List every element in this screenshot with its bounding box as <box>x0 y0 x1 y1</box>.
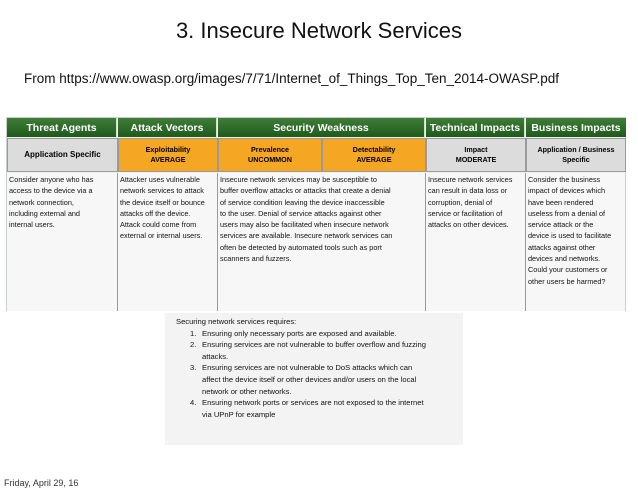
cell-line: the device itself or bounce <box>120 197 205 207</box>
cell-line: impact of devices which <box>528 186 606 196</box>
impact-value: MODERATE <box>455 155 497 164</box>
business-rating-line1: Application / Business <box>537 145 615 154</box>
exploitability-value: AVERAGE <box>150 155 186 164</box>
cell-line: attacks off the device. <box>120 208 191 218</box>
exploitability-label: Exploitability <box>145 145 191 154</box>
cell-line: external or internal users. <box>120 231 203 241</box>
requirement-line: via UPnP for example <box>202 409 276 419</box>
cell-line: service or facilitation of <box>428 208 503 218</box>
cell-line: Attack could come from <box>120 220 197 230</box>
requirements-intro: Securing network services requires: <box>176 317 297 326</box>
prevalence-label: Prevalence <box>251 145 289 154</box>
requirement-line: Ensuring services are not vulnerable to buffer overflow and fuzzing <box>202 340 427 350</box>
detectability-value: AVERAGE <box>356 155 392 164</box>
cell-line: useless from a denial of <box>528 208 606 218</box>
cell-line: Attacker uses vulnerable <box>120 175 200 184</box>
cell-line: corruption, denial of <box>428 197 493 207</box>
requirement-line: Ensuring network ports or services are not exposed to the internet <box>202 398 424 408</box>
cell-line: attacks on other devices. <box>428 220 509 230</box>
requirement-line: network or other networks. <box>202 386 292 396</box>
cell-line: network services to attack <box>120 186 204 196</box>
requirement-number: 1. <box>190 328 197 338</box>
cell-line: scanners and fuzzers. <box>220 254 292 264</box>
header-attack-vectors: Attack Vectors <box>118 118 217 137</box>
cell-line: attacks against other <box>528 242 596 252</box>
subheader-threat-agents <box>7 138 118 172</box>
cell-line: other users be harmed? <box>528 276 606 286</box>
header-technical-impacts: Technical Impacts <box>426 118 525 137</box>
impact-label: Impact <box>464 145 488 154</box>
threat-agents-rating: Application Specific <box>24 150 101 159</box>
owasp-risk-table <box>6 117 626 311</box>
cell-line: network connection, <box>9 197 74 207</box>
requirement-number: 4. <box>190 398 197 408</box>
source-citation: From https://www.owasp.org/images/7/71/Internet_of_Things_Top_Ten_2014-OWASP.pdf <box>24 71 560 86</box>
requirement-line: Ensuring only necessary ports are exposed and available. <box>202 328 397 338</box>
cell-line: often be detected by automated tools such as port <box>220 242 382 252</box>
requirements-box <box>165 313 463 445</box>
cell-threat-agents <box>7 173 118 311</box>
requirement-number: 2. <box>190 340 197 350</box>
requirement-line: Ensuring services are not vulnerable to DoS attacks which can <box>202 363 413 373</box>
cell-line: device is used to facilitate <box>528 231 612 241</box>
subheader-exploitability <box>118 138 218 172</box>
slide-title: 3. Insecure Network Services <box>175 18 463 43</box>
footer-date: Friday, April 29, 16 <box>4 478 79 488</box>
cell-line: Could your customers or <box>528 265 608 275</box>
header-threat-agents: Threat Agents <box>7 118 117 137</box>
cell-line: including external and <box>9 208 80 218</box>
cell-line: have been rendered <box>528 197 594 207</box>
cell-line: services are available. Insecure network services can <box>220 231 393 241</box>
requirement-item <box>190 397 455 420</box>
requirement-item <box>190 339 455 362</box>
cell-line: users may also be facilitated when insecure network <box>220 220 389 230</box>
header-security-weakness: Security Weakness <box>218 118 425 137</box>
cell-line: access to the device via a <box>9 186 93 196</box>
cell-business-impacts <box>526 173 625 311</box>
cell-security-weakness <box>218 173 426 311</box>
requirement-line: affect the device itself or other devices and/or users on the local <box>202 374 417 384</box>
requirement-line: attacks. <box>202 351 229 361</box>
requirement-number: 3. <box>190 363 197 373</box>
cell-line: service attack or the <box>528 220 594 230</box>
subheader-prevalence <box>218 138 322 172</box>
cell-line: buffer overflow attacks or attacks that create a denial <box>220 186 391 196</box>
cell-line: can result in data loss or <box>428 186 508 196</box>
subheader-detectability <box>322 138 426 172</box>
cell-line: internal users. <box>9 220 55 230</box>
cell-line: devices and networks. <box>528 254 601 264</box>
cell-line: Consider anyone who has <box>9 175 94 184</box>
cell-line: to the user. Denial of service attacks against other <box>220 208 382 218</box>
business-rating-line2: Specific <box>562 155 590 164</box>
cell-line: Insecure network services may be susceptible to <box>220 175 377 184</box>
detectability-label: Detectability <box>352 145 396 154</box>
requirement-item <box>190 362 455 397</box>
subheader-impact <box>426 138 526 172</box>
cell-line: of service condition leaving the device inaccessible <box>220 197 385 207</box>
header-business-impacts: Business Impacts <box>526 118 626 137</box>
cell-attack-vectors <box>118 173 218 311</box>
cell-line: Consider the business <box>528 175 601 184</box>
requirement-item <box>190 328 455 340</box>
cell-technical-impacts <box>426 173 526 311</box>
subheader-business <box>526 138 626 172</box>
cell-line: Insecure network services <box>428 175 513 184</box>
prevalence-value: UNCOMMON <box>248 155 292 164</box>
